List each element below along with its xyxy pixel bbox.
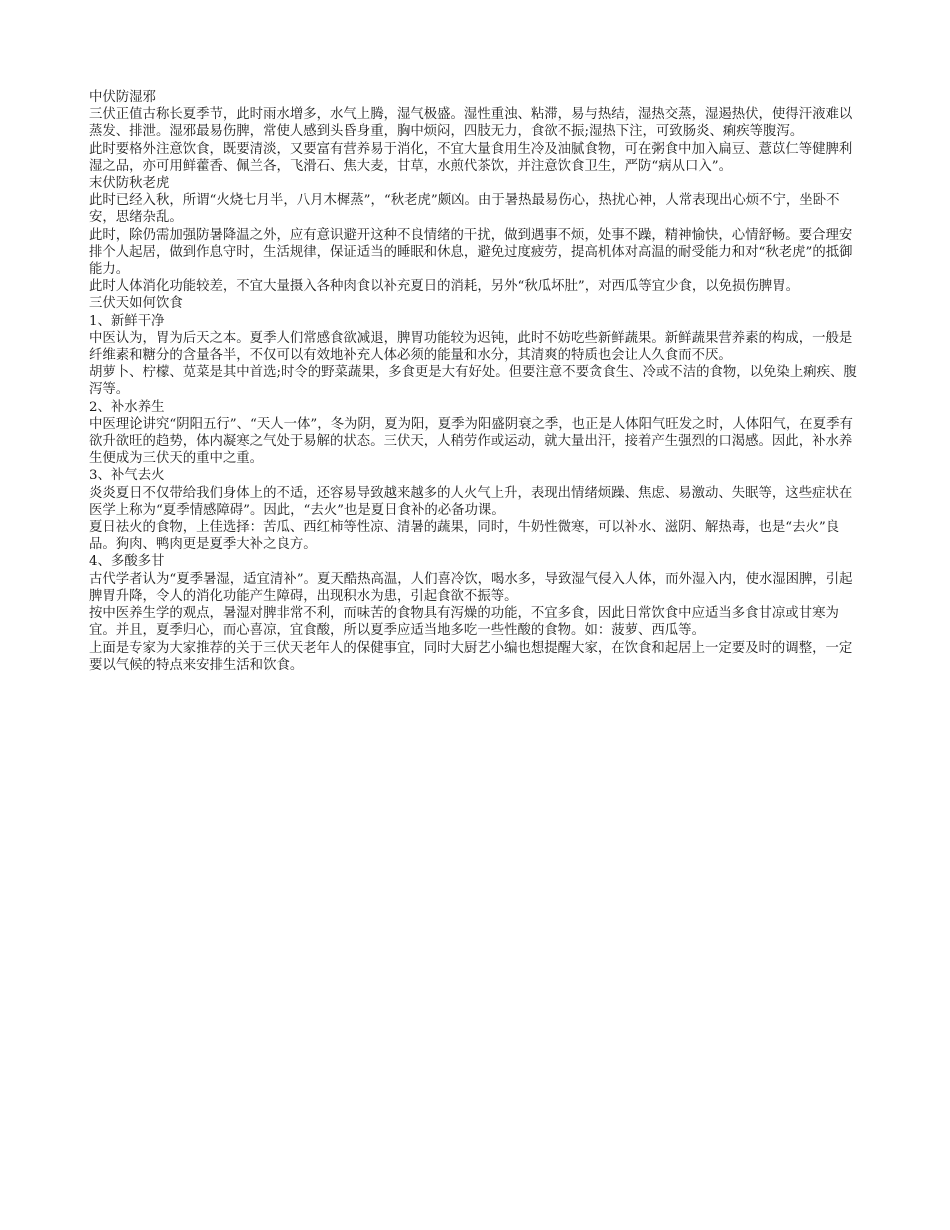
subheading-1: 1、新鲜干净 bbox=[89, 313, 165, 329]
paragraph: 三伏正值古称长夏季节，此时雨水增多，水气上腾，湿气极盛。湿性重浊、粘滞，易与热结，湿热交蒸，湿遏热伏，使得汗液难以蒸发、排泄。湿邪最易伤脾，常使人感到头昏身重，胸中烦闷，四肢无力，食欲不振;湿热下注，可致肠炎、痢疾等腹泻。 bbox=[89, 107, 853, 140]
paragraph: 胡萝卜、柠檬、苋菜是其中首选;时令的野菜蔬果，多食更是大有好处。但要注意不要贪食生、冷或不洁的食物，以免染上痢疾、腹泻等。 bbox=[89, 365, 857, 398]
subheading-4: 4、多酸多甘 bbox=[89, 554, 165, 570]
subheading-3: 3、补气去火 bbox=[89, 468, 165, 484]
paragraph: 此时人体消化功能较差，不宜大量摄入各种肉食以补充夏日的消耗，另外“秋瓜坏肚”，对西瓜等宜少食，以免损伤脾胃。 bbox=[89, 279, 799, 295]
heading-mofu: 末伏防秋老虎 bbox=[89, 176, 170, 192]
document-body bbox=[89, 89, 865, 674]
closing-paragraph: 上面是专家为大家推荐的关于三伏天老年人的保健事宜，同时大厨艺小编也想提醒大家，在饮食和起居上一定要及时的调整，一定要以气候的特点来安排生活和饮食。 bbox=[89, 640, 853, 673]
paragraph: 夏日祛火的食物，上佳选择：苦瓜、西红柿等性凉、清暑的蔬果，同时，牛奶性微寒，可以补水、滋阴、解热毒，也是“去火”良品。狗肉、鸭肉更是夏季大补之良方。 bbox=[89, 520, 840, 553]
paragraph: 此时，除仍需加强防暑降温之外，应有意识避开这种不良情绪的干扰，做到遇事不烦，处事不躁，精神愉快，心情舒畅。要合理安排个人起居，做到作息守时，生活规律，保证适当的睡眠和休息，避免过度疲劳，提高机体对高温的耐受能力和对“秋老虎”的抵御能力。 bbox=[89, 227, 853, 278]
heading-zhongfu: 中伏防湿邪 bbox=[89, 90, 156, 105]
subheading-2: 2、补水养生 bbox=[89, 399, 165, 415]
heading-diet: 三伏天如何饮食 bbox=[89, 296, 183, 312]
paragraph: 此时已经入秋，所谓“火烧七月半，八月木樨蒸”，“秋老虎”颇凶。由于暑热最易伤心，热扰心神，人常表现出心烦不宁，坐卧不安，思绪杂乱。 bbox=[89, 193, 840, 226]
paragraph: 炎炎夏日不仅带给我们身体上的不适，还容易导致越来越多的人火气上升，表现出情绪烦躁、焦虑、易激动、失眠等，这些症状在医学上称为“夏季情感障碍”。因此，“去火”也是夏日食补的必备功课。 bbox=[89, 485, 853, 518]
paragraph: 中医认为，胃为后天之本。夏季人们常感食欲减退，脾胃功能较为迟钝，此时不妨吃些新鲜蔬果。新鲜蔬果营养素的构成，一般是纤维素和糖分的含量各半，不仅可以有效地补充人体必须的能量和水分，其清爽的特质也会让人久食而不厌。 bbox=[89, 330, 853, 364]
paragraph: 中医理论讲究“阴阳五行”、“天人一体”，冬为阴，夏为阳，夏季为阳盛阴衰之季，也正是人体阳气旺发之时，人体阳气，在夏季有欲升欲旺的趋势，体内凝寒之气处于易解的状态。三伏天，人稍劳作或运动，就大量出汗，接着产生强烈的口渴感。因此，补水养生便成为三伏天的重中之重。 bbox=[89, 416, 853, 467]
paragraph: 按中医养生学的观点，暑湿对脾非常不利，而味苦的食物具有泻燥的功能，不宜多食，因此日常饮食中应适当多食甘凉或甘寒为宜。并且，夏季归心，而心喜凉，宜食酸，所以夏季应适当地多吃一些性酸的食物。如：菠萝、西瓜等。 bbox=[89, 606, 839, 639]
paragraph: 古代学者认为“夏季暑湿，适宜清补”。夏天酷热高温，人们喜冷饮，喝水多，导致湿气侵入人体，而外湿入内，使水湿困脾，引起脾胃升降，令人的消化功能产生障碍，出现积水为患，引起食欲不振等。 bbox=[89, 571, 853, 604]
paragraph: 此时要格外注意饮食，既要清淡，又要富有营养易于消化，不宜大量食用生冷及油腻食物，可在粥食中加入扁豆、薏苡仁等健脾利湿之品，亦可用鲜藿香、佩兰各，飞滑石、焦大麦，甘草，水煎代茶饮，并注意饮食卫生，严防“病从口入”。 bbox=[89, 141, 853, 174]
